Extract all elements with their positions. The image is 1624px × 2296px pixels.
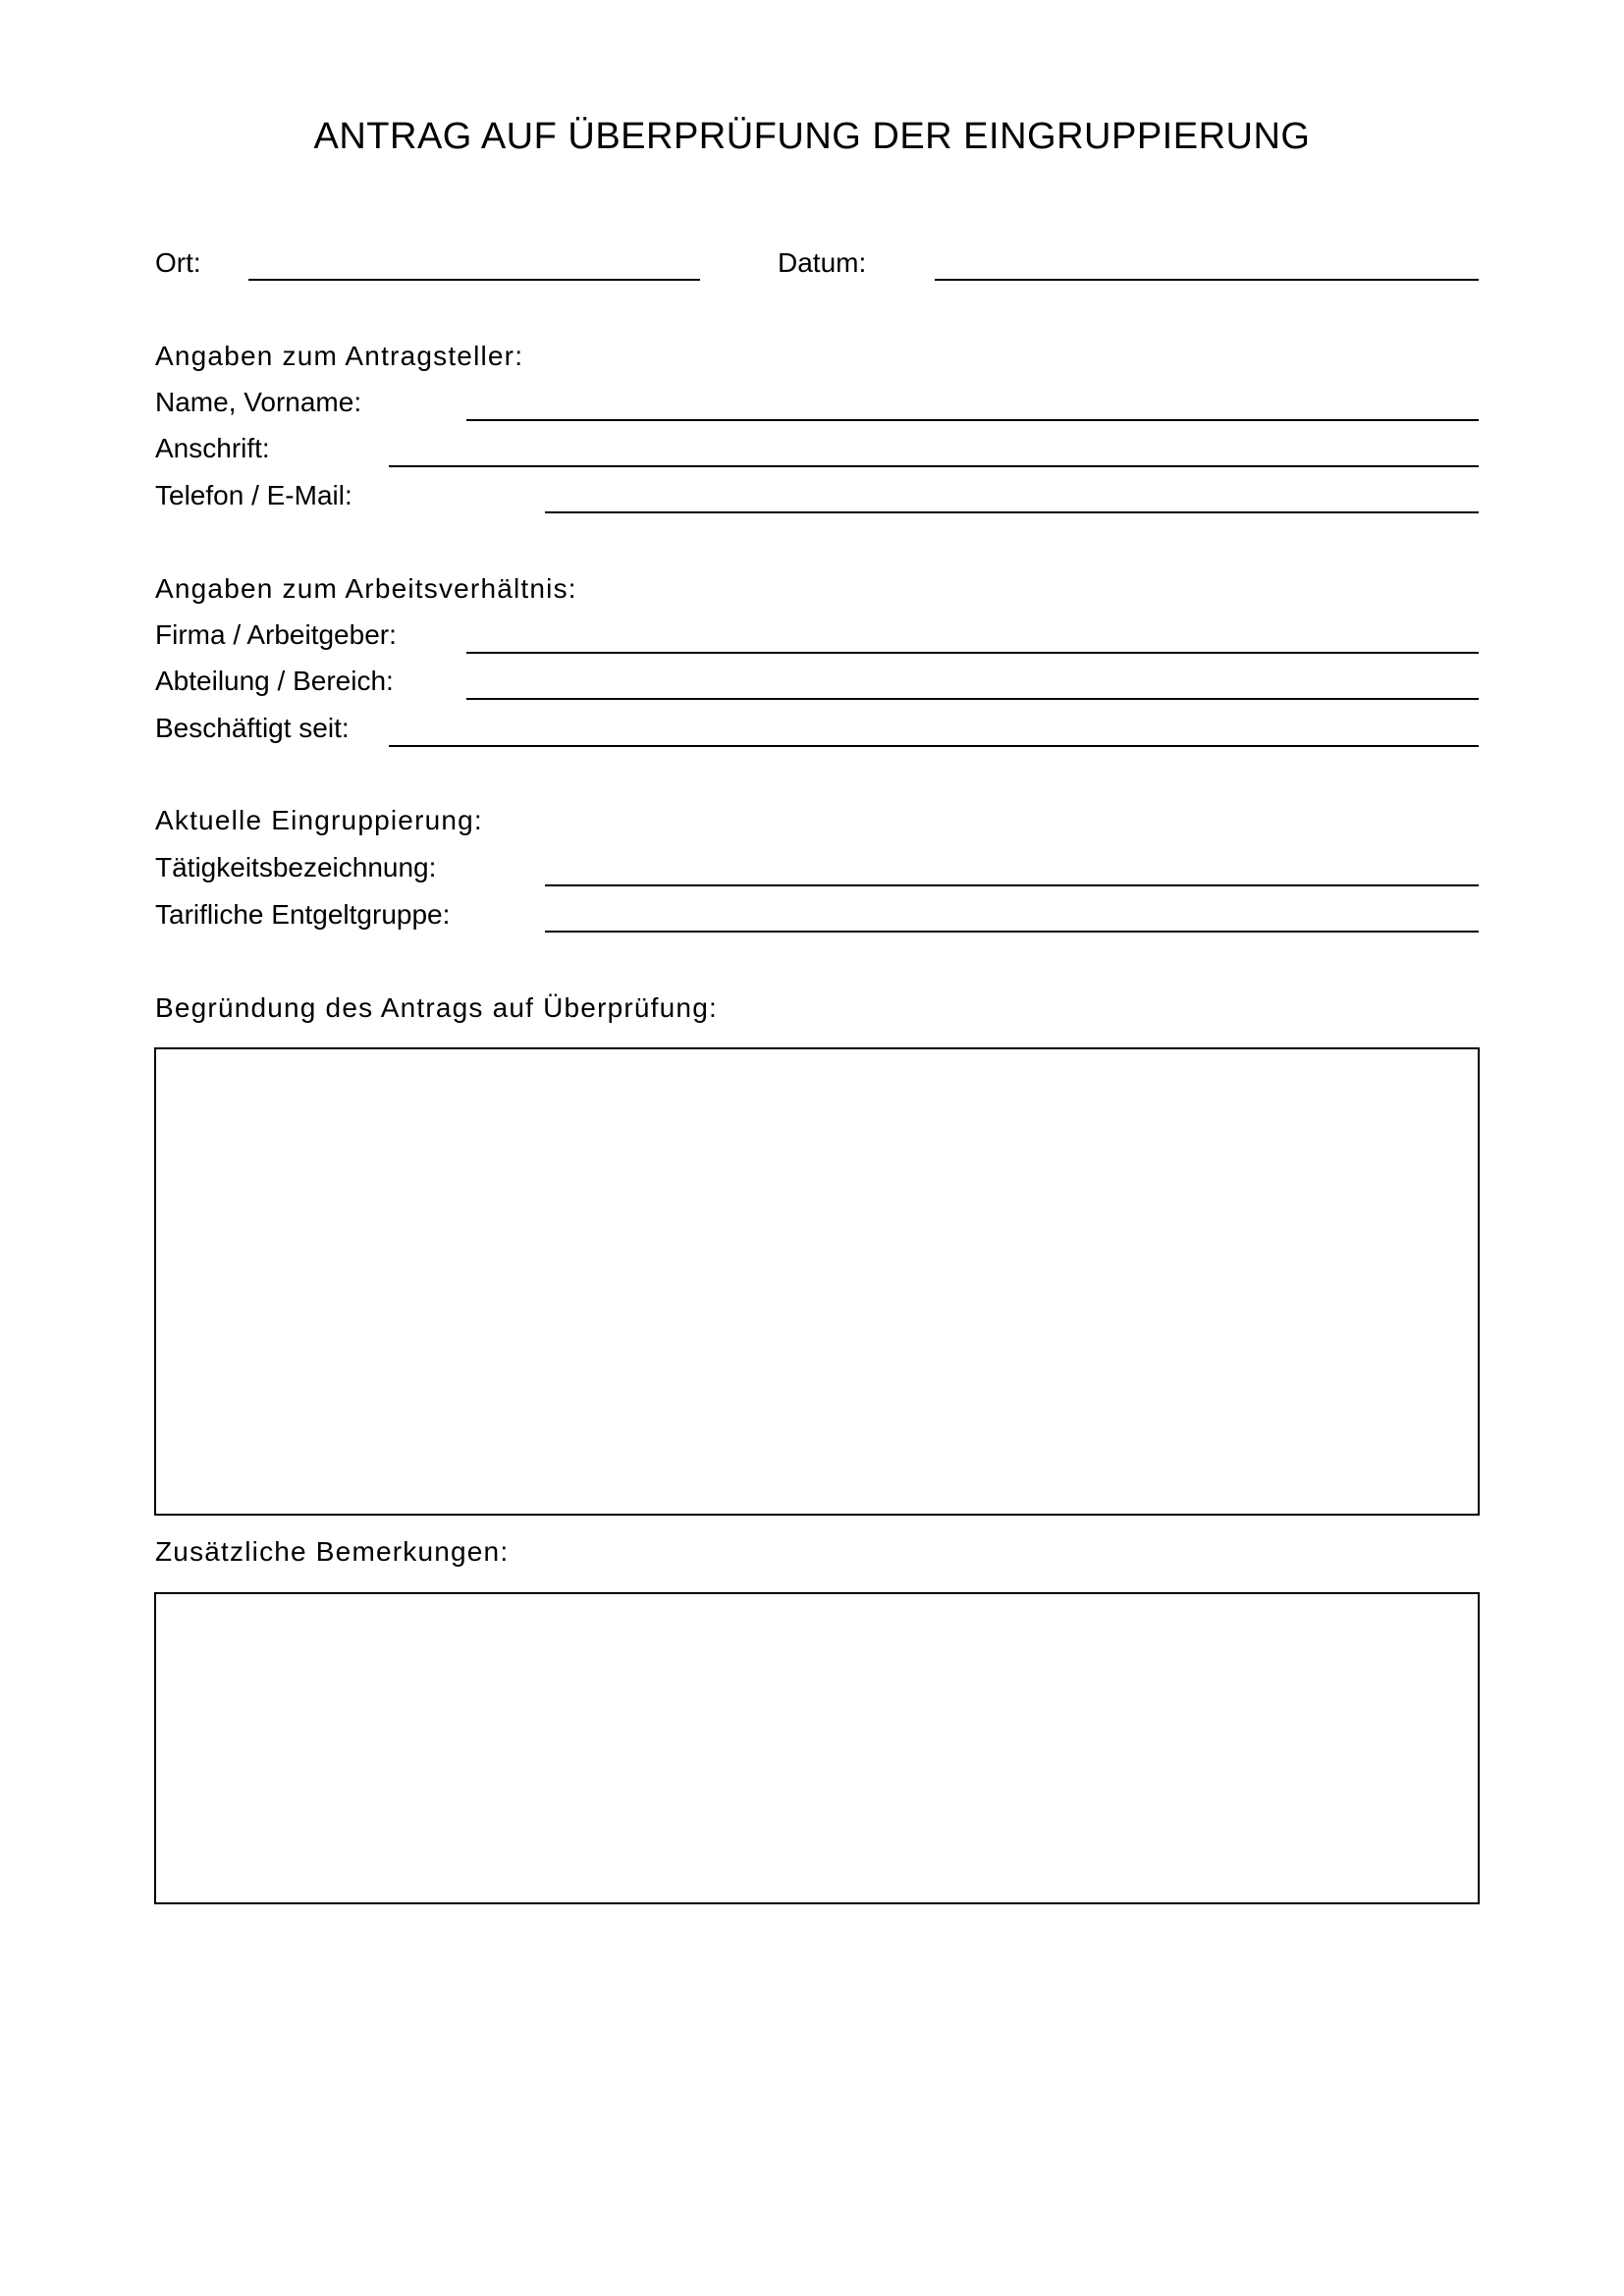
section-heading-begruendung: Begründung des Antrags auf Überprüfung: (155, 992, 718, 1023)
taetigkeit-field[interactable] (545, 884, 1479, 886)
beschaeftigt-seit-label: Beschäftigt seit: (155, 713, 350, 743)
begruendung-textarea[interactable] (154, 1047, 1480, 1516)
firma-field[interactable] (466, 652, 1479, 654)
section-heading-bemerkungen: Zusätzliche Bemerkungen: (155, 1536, 510, 1567)
page-title: ANTRAG AUF ÜBERPRÜFUNG DER EINGRUPPIERUNG (313, 116, 1311, 157)
kontakt-label: Telefon / E-Mail: (155, 480, 352, 510)
name-label: Name, Vorname: (155, 387, 362, 417)
beschaeftigt-seit-field[interactable] (389, 745, 1479, 747)
section-heading-arbeitsverhaeltnis: Angaben zum Arbeitsverhältnis: (155, 573, 577, 604)
abteilung-label: Abteilung / Bereich: (155, 666, 394, 696)
section-heading-antragsteller: Angaben zum Antragsteller: (155, 341, 524, 371)
section-heading-eingruppierung: Aktuelle Eingruppierung: (155, 805, 483, 835)
datum-field[interactable] (935, 279, 1479, 281)
entgeltgruppe-field[interactable] (545, 931, 1479, 933)
anschrift-label: Anschrift: (155, 433, 270, 463)
bemerkungen-textarea[interactable] (154, 1592, 1480, 1904)
abteilung-field[interactable] (466, 698, 1479, 700)
firma-label: Firma / Arbeitgeber: (155, 619, 397, 650)
ort-field[interactable] (248, 279, 700, 281)
taetigkeit-label: Tätigkeitsbezeichnung: (155, 852, 437, 882)
entgeltgruppe-label: Tarifliche Entgeltgruppe: (155, 899, 451, 930)
name-field[interactable] (466, 419, 1479, 421)
ort-label: Ort: (155, 247, 201, 278)
datum-label: Datum: (778, 247, 867, 278)
anschrift-field[interactable] (389, 465, 1479, 467)
kontakt-field[interactable] (545, 511, 1479, 513)
